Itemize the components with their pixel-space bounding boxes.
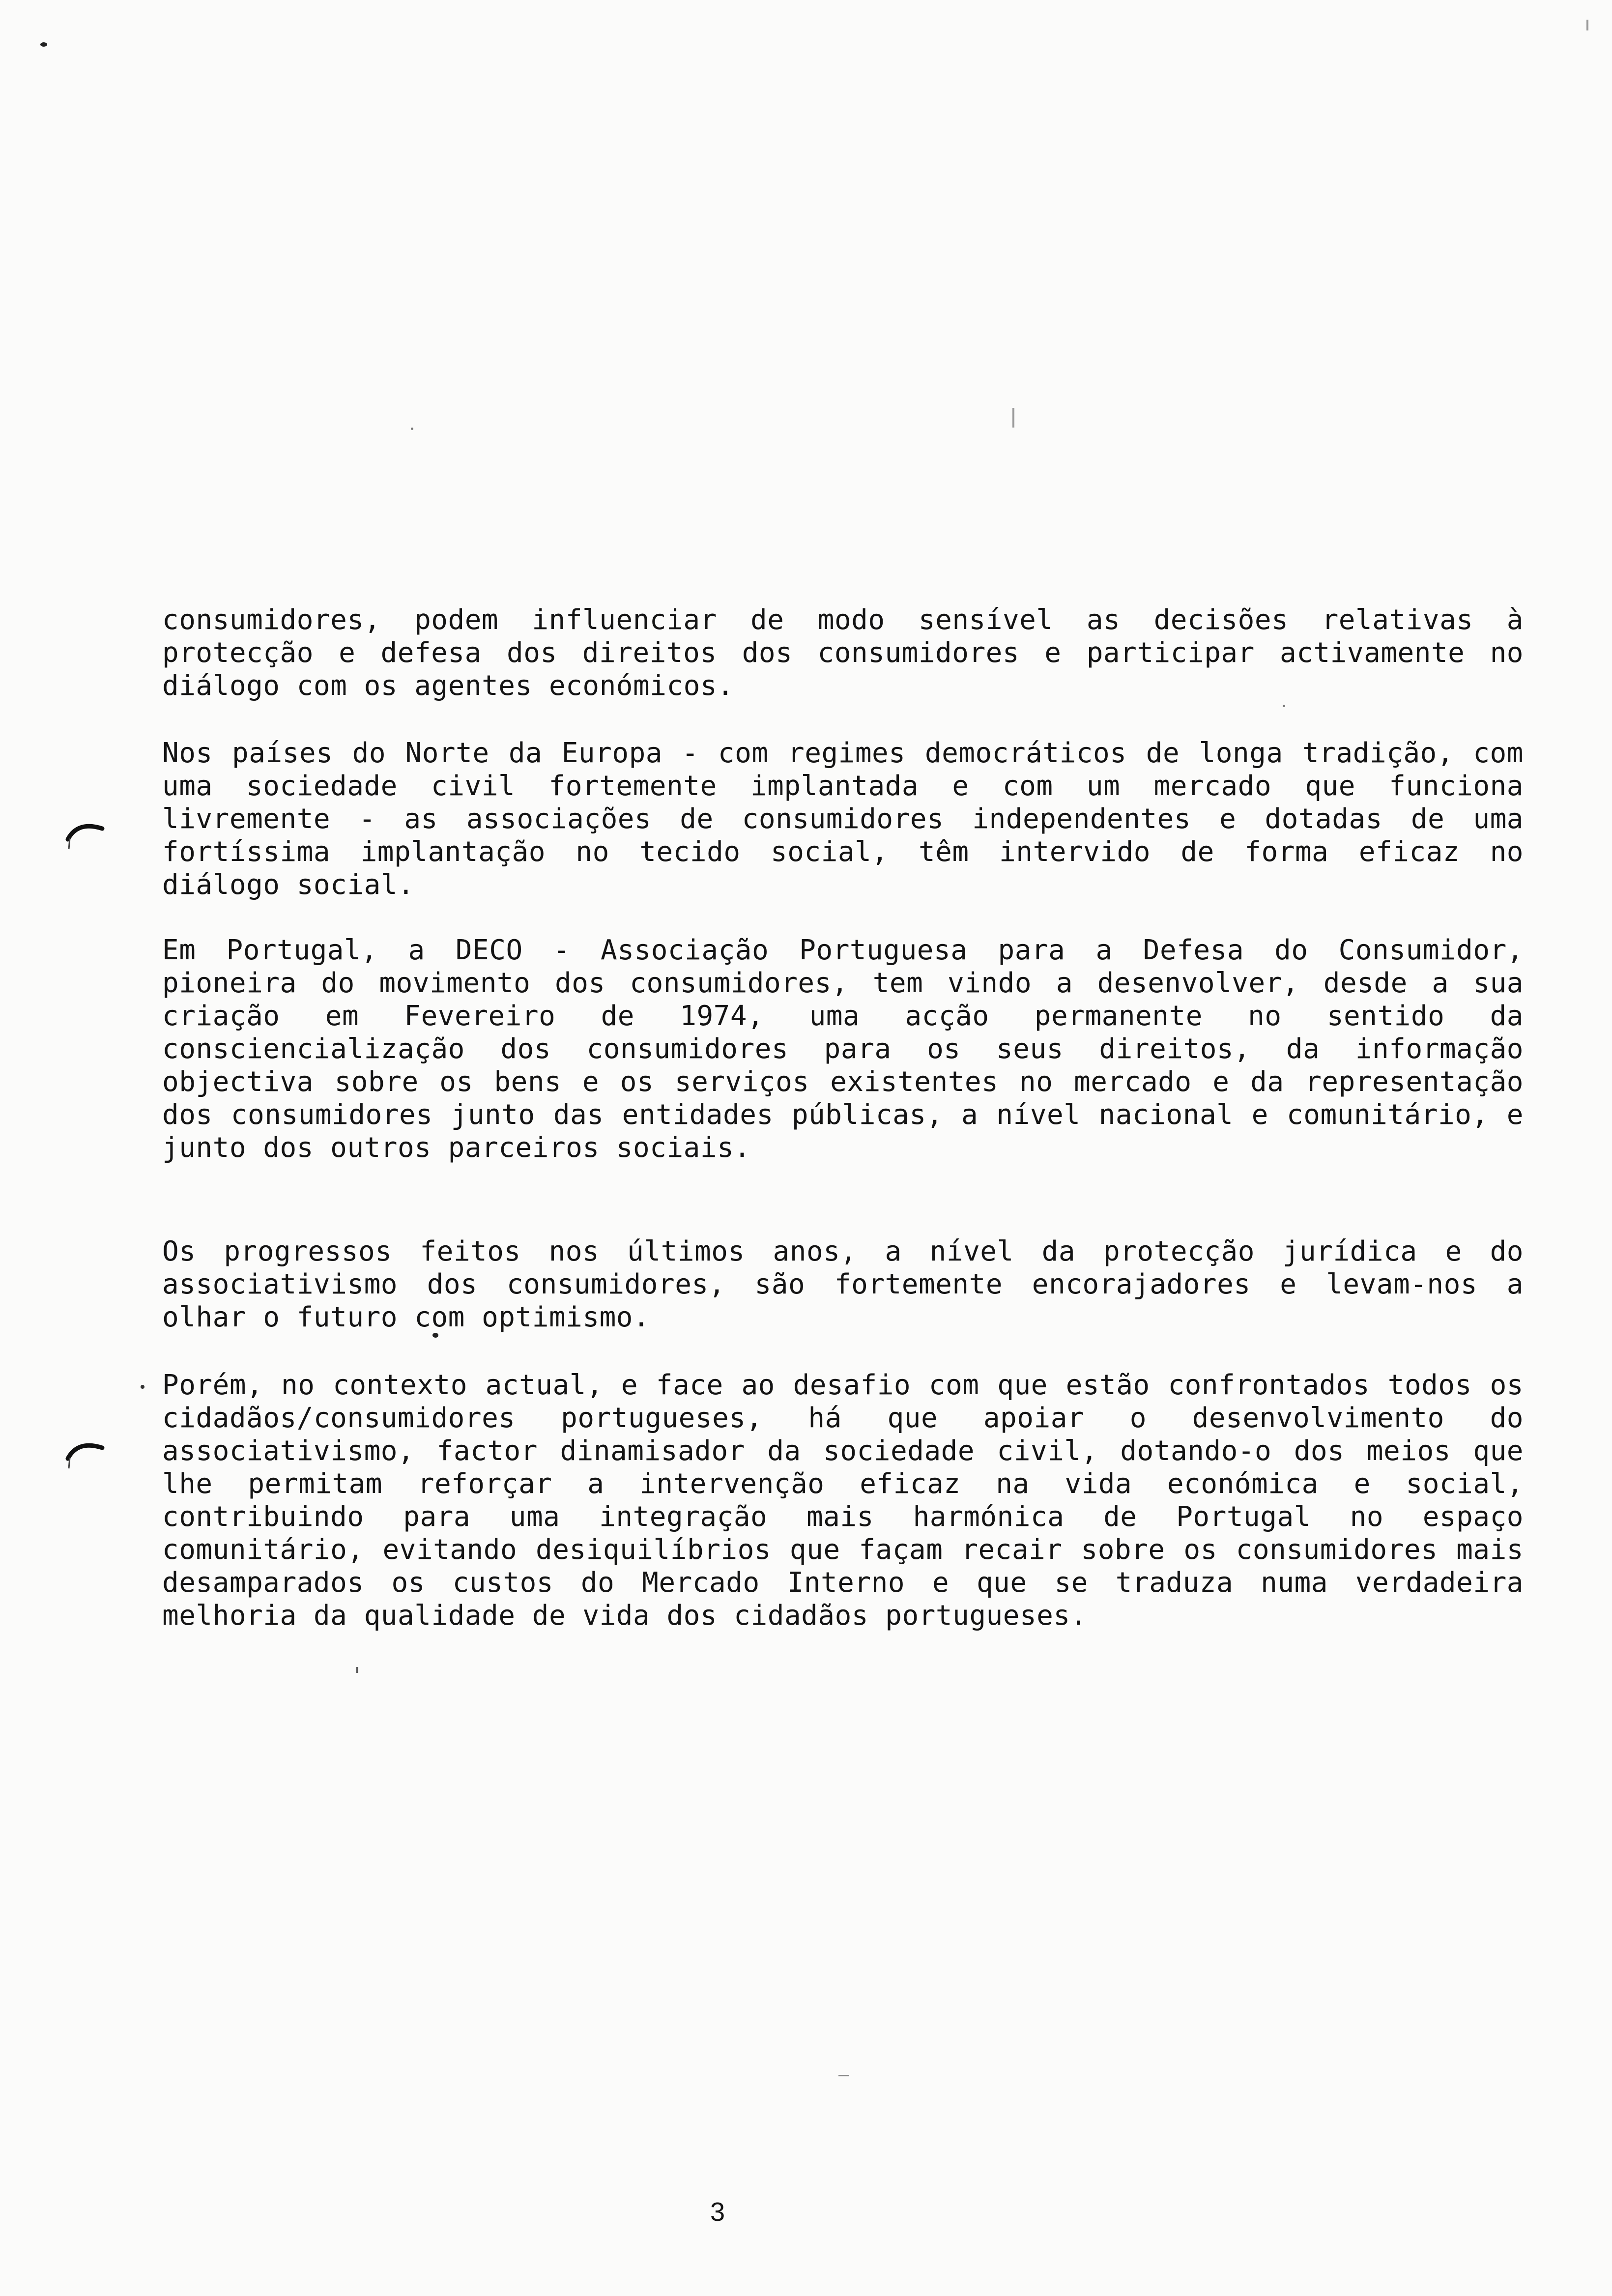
punch-mark-upper: [63, 816, 112, 855]
speck: [356, 1667, 358, 1673]
paragraph-3: Em Portugal, a DECO - Associação Portuguesa para a Defesa do Consumidor, pioneira do movimento dos consumidores, tem vindo a desenvolver, desde a sua criação em Fevereiro de 1974, uma acção permanente no sentido da consciencialização dos consumidores para os seus direitos, da informação objectiva sobre os bens e os serviços existentes no mercado e da representação dos consumidores junto das entidades públicas, a nível nacional e comunitário, e junto dos outros parceiros sociais.: [162, 934, 1524, 1164]
paragraph-4: Os progressos feitos nos últimos anos, a nível da protecção jurídica e do associativismo dos consumidores, são fortemente encorajadores e levam-nos a olhar o futuro com optimismo.: [162, 1235, 1524, 1333]
speck: [1283, 705, 1285, 707]
speck: [40, 42, 47, 47]
paragraph-1: consumidores, podem influenciar de modo sensível as decisões relativas à protecção e defesa dos direitos dos consumidores e participar activamente no diálogo com os agentes económicos.: [162, 604, 1524, 702]
paragraph-5: Porém, no contexto actual, e face ao desafio com que estão confrontados todos os cidadãos/consumidores portugueses, há que apoiar o desenvolvimento do associativismo, factor dinamisador da sociedade civil, dotando-o dos meios que lhe permitam reforçar a intervenção eficaz na vida económica e social, contribuindo para uma integração mais harmónica de Portugal no espaço comunitário, evitando desiquilíbrios que façam recair sobre os consumidores mais desamparados os custos do Mercado Interno e que se traduza numa verdadeira melhoria da qualidade de vida dos cidadãos portugueses.: [162, 1369, 1524, 1632]
speck: [1012, 408, 1014, 428]
paragraph-2: Nos países do Norte da Europa - com regimes democráticos de longa tradição, com uma sociedade civil fortemente implantada e com um mercado que funciona livremente - as associações de consumidores independentes e dotadas de uma fortíssima implantação no tecido social, têm intervido de forma eficaz no diálogo social.: [162, 737, 1524, 901]
speck: [838, 2075, 849, 2076]
speck: [141, 1385, 144, 1389]
page-number: 3: [710, 2197, 725, 2227]
speck: [411, 428, 413, 430]
speck: [1586, 20, 1588, 30]
punch-mark-lower: [63, 1435, 112, 1474]
